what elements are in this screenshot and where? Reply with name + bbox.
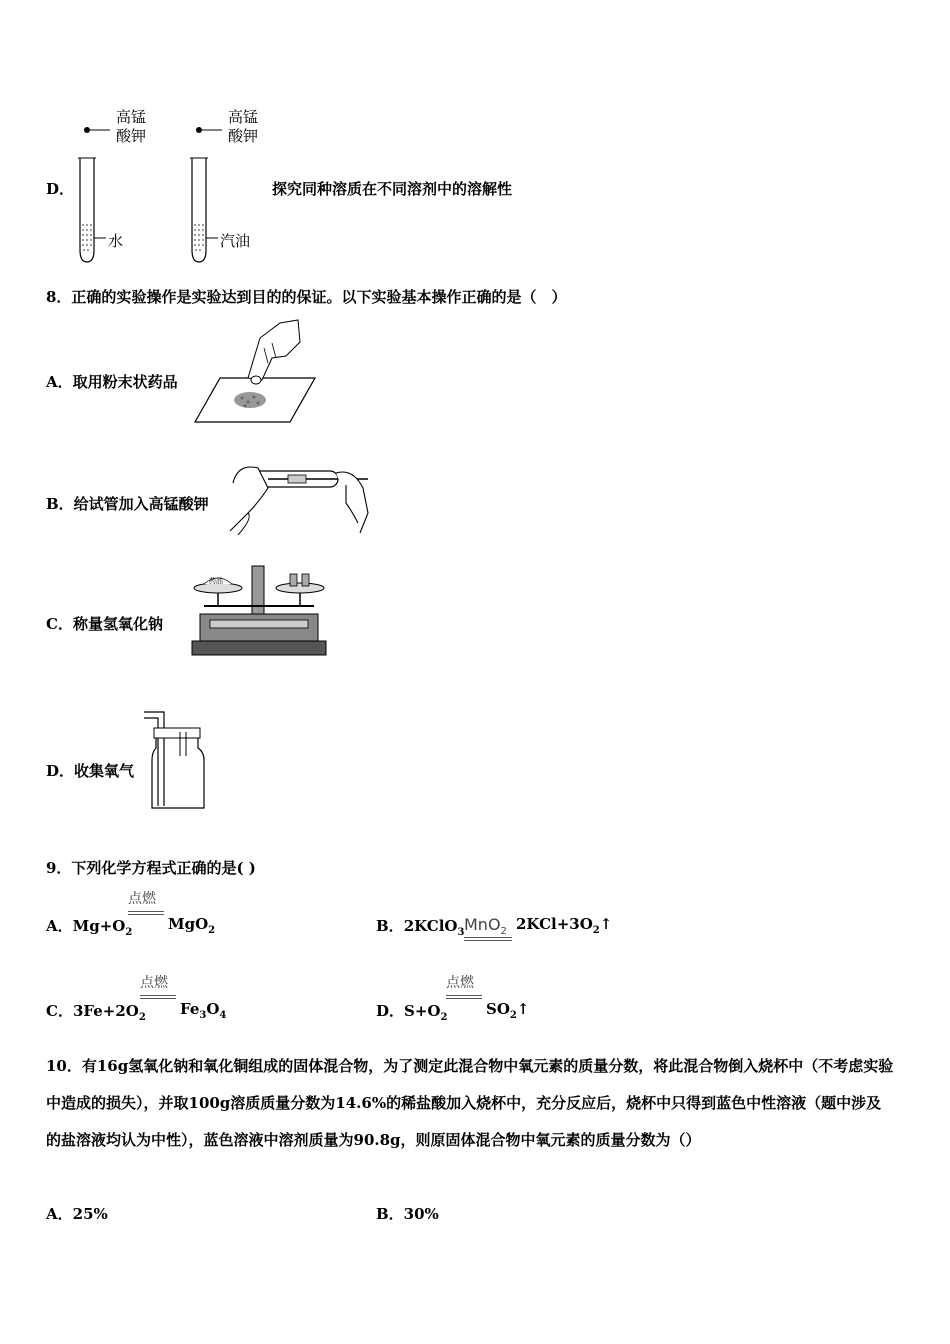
q8-stem: 8．正确的实验操作是实验达到目的的保证。以下实验基本操作正确的是（ ）	[46, 288, 567, 306]
q9-b-equal-sign	[464, 937, 512, 941]
q9-a-product: MgO$_2$	[168, 915, 216, 936]
q9-stem: 9．下列化学方程式正确的是( )	[46, 859, 256, 877]
q9-b-product: $2KCl+3O_2↑$	[516, 915, 613, 936]
tube1-bottom-label: 水	[108, 232, 124, 250]
q8-option-b: B．给试管加入高锰酸钾	[46, 495, 209, 513]
powder-on-paper-icon	[190, 318, 325, 428]
q10-option-a: A．25%	[46, 1205, 108, 1223]
q8-option-d: D．收集氧气	[46, 762, 135, 780]
q9-option-c: C．$3Fe+2O_2$	[46, 1002, 146, 1023]
gas-collection-bottle-icon	[140, 706, 215, 812]
balance-tray-text: 药品	[209, 577, 223, 585]
balance-scale-icon	[190, 566, 330, 658]
q10-option-b: B．30%	[376, 1205, 439, 1223]
q8-option-c: C．称量氢氧化钠	[46, 615, 163, 633]
tube2-top-label: 高锰 酸钾	[228, 108, 259, 145]
q8-option-a: A．取用粉末状药品	[46, 373, 178, 391]
q9-d-equal-sign	[446, 995, 482, 999]
q9-option-b: B．2KClO$_3$	[376, 917, 465, 938]
tube2-bottom-label: 汽油	[220, 232, 251, 250]
q9-c-condition: 点燃	[140, 975, 168, 991]
q7-option-d-letter: D．	[46, 180, 75, 198]
q7-option-d-text: 探究同种溶质在不同溶剂中的溶解性	[272, 180, 513, 198]
hands-test-tube-icon	[228, 463, 378, 538]
tube1-top-label: 高锰 酸钾	[116, 108, 147, 145]
q9-d-condition: 点燃	[446, 975, 474, 991]
q9-b-condition: MnO$_2$	[464, 915, 507, 938]
q9-option-a: A．$Mg+O_2$	[46, 917, 133, 938]
q10-stem: 10．有16g氢氧化钠和氧化铜组成的固体混合物，为了测定此混合物中氧元素的质量分数，将此混合物倒入烧杯中（不考虑实验中造成的损失），并取100g溶质质量分数为14.6%的稀盐酸加入烧杯中，充分反应后，烧杯中只得到蓝色中性溶液（题中涉及的盐溶液均认为中性），蓝色溶液中溶剂质量为90.8g，则原固体混合物中氧元素的质量分数为（）	[46, 1057, 894, 1149]
q9-c-equal-sign	[140, 995, 176, 999]
q9-c-product: $Fe_3O_4$	[180, 1000, 227, 1021]
q9-d-product: $SO_2↑$	[486, 1000, 530, 1021]
q9-a-equal-sign	[128, 911, 164, 915]
q9-option-d: D．$S+O_2$	[376, 1002, 448, 1023]
q9-a-condition: 点燃	[128, 891, 156, 907]
